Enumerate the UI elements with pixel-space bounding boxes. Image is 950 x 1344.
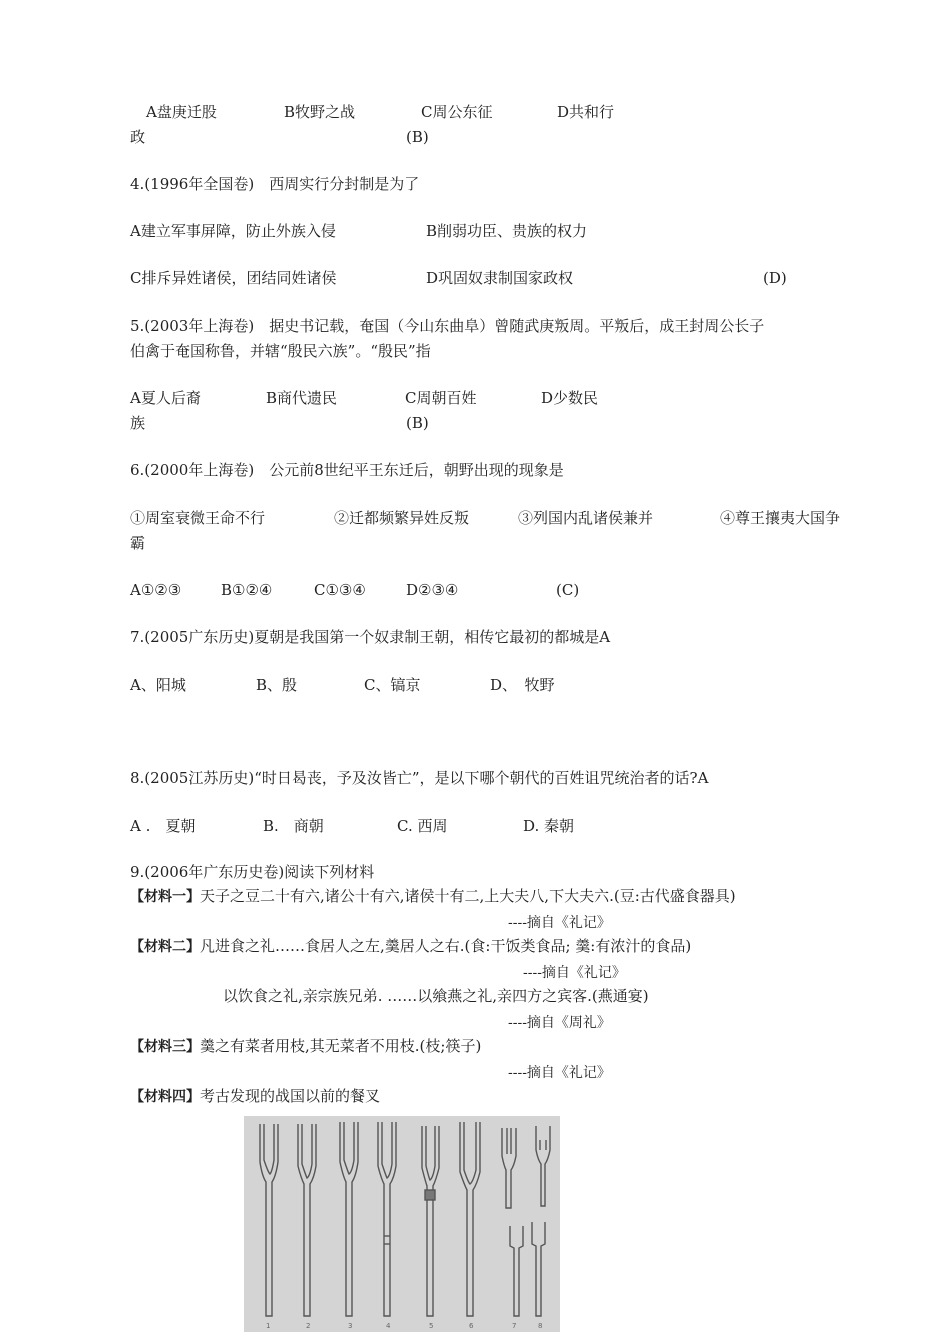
material-1-text: 天子之豆二十有六,诸公十有六,诸侯十有二,上大夫八,下大夫六.(豆:古代盛食器具) bbox=[200, 887, 736, 905]
q7-option-c: C、镐京 bbox=[364, 676, 421, 694]
q5-option-d: D少数民 bbox=[541, 389, 599, 407]
q5-answer: (B) bbox=[406, 414, 429, 432]
q3-option-d: D共和行 bbox=[557, 103, 615, 121]
material-1 bbox=[130, 886, 736, 907]
svg-text:4: 4 bbox=[386, 1322, 391, 1330]
svg-text:1: 1 bbox=[266, 1322, 271, 1330]
q7-option-b: B、殷 bbox=[256, 676, 298, 694]
q7-option-a: A、阳城 bbox=[130, 676, 186, 694]
material-3-source: ----摘自《礼记》 bbox=[508, 1065, 611, 1081]
svg-text:3: 3 bbox=[348, 1322, 353, 1330]
q8-option-d: D. 秦朝 bbox=[523, 817, 575, 835]
material-2-source-2: ----摘自《周礼》 bbox=[508, 1015, 611, 1031]
q5-stem-line2: 伯禽于奄国称鲁，并辖“殷民六族”。“殷民”指 bbox=[130, 342, 431, 360]
q7-option-d: D、 牧野 bbox=[490, 676, 555, 694]
material-2-source: ----摘自《礼记》 bbox=[523, 965, 626, 981]
material-3-label: 【材料三】 bbox=[130, 1039, 200, 1055]
q8-stem: 8.(2005江苏历史)“时日曷丧，予及汝皆亡”，是以下哪个朝代的百姓诅咒统治者的话?A bbox=[130, 769, 709, 787]
q3-option-d-cont: 政 bbox=[130, 128, 146, 146]
q5-option-d-cont: 族 bbox=[130, 414, 146, 432]
q4-option-d: D巩固奴隶制国家政权 bbox=[426, 269, 574, 287]
q8-option-a: A . 夏朝 bbox=[130, 817, 196, 835]
q6-item-4: ④尊王攘夷大国争 bbox=[720, 509, 841, 527]
material-4 bbox=[130, 1086, 380, 1107]
q3-option-c: C周公东征 bbox=[421, 103, 493, 121]
q3-option-a: A盘庚迁股 bbox=[146, 103, 217, 121]
q8-option-b: B. 商朝 bbox=[263, 817, 324, 835]
q7-stem: 7.(2005广东历史)夏朝是我国第一个奴隶制王朝，相传它最初的都城是A bbox=[130, 628, 611, 646]
q5-option-a: A夏人后裔 bbox=[130, 389, 201, 407]
svg-text:5: 5 bbox=[429, 1322, 434, 1330]
q4-stem: 4.(1996年全国卷) 西周实行分封制是为了 bbox=[130, 175, 420, 193]
material-3-text: 羹之有菜者用枝,其无菜者不用枝.(枝;筷子) bbox=[200, 1037, 482, 1055]
q4-option-b: B削弱功臣、贵族的权力 bbox=[426, 222, 588, 240]
svg-text:6: 6 bbox=[469, 1322, 474, 1330]
q6-item-4-cont: 霸 bbox=[130, 534, 146, 552]
q6-item-1: ①周室衰微王命不行 bbox=[130, 509, 266, 527]
q4-option-a: A建立军事屏障，防止外族入侵 bbox=[130, 222, 336, 240]
q6-answer: (C) bbox=[556, 581, 580, 599]
q4-answer: (D) bbox=[763, 269, 787, 287]
material-4-label: 【材料四】 bbox=[130, 1089, 200, 1105]
material-3 bbox=[130, 1036, 481, 1057]
q6-item-3: ③列国内乱诸侯兼并 bbox=[518, 509, 654, 527]
material-4-text: 考古发现的战国以前的餐叉 bbox=[200, 1087, 381, 1105]
material-2-label: 【材料二】 bbox=[130, 939, 200, 955]
q8-option-c: C. 西周 bbox=[397, 817, 448, 835]
material-2-text: 凡进食之礼……食居人之左,羹居人之右.(食:干饭类食品; 羹:有浓汁的食品) bbox=[200, 937, 692, 955]
material-2-text-2: 以饮食之礼,亲宗族兄弟. ……以飨燕之礼,亲四方之宾客.(燕通宴) bbox=[223, 987, 649, 1005]
svg-text:8: 8 bbox=[538, 1322, 543, 1330]
q6-option-b: B①②④ bbox=[221, 581, 273, 599]
material-1-source: ----摘自《礼记》 bbox=[508, 915, 611, 931]
q6-item-2: ②迁都频繁异姓反叛 bbox=[334, 509, 470, 527]
q9-stem: 9.(2006年广东历史卷)阅读下列材料 bbox=[130, 863, 375, 881]
material-2 bbox=[130, 936, 691, 957]
material-1-label: 【材料一】 bbox=[130, 889, 200, 905]
q3-option-b: B牧野之战 bbox=[284, 103, 356, 121]
ancient-forks-image bbox=[244, 1116, 560, 1332]
q5-option-b: B商代遗民 bbox=[266, 389, 338, 407]
svg-text:7: 7 bbox=[512, 1322, 517, 1330]
svg-text:2: 2 bbox=[306, 1322, 311, 1330]
q6-option-d: D②③④ bbox=[406, 581, 459, 599]
q6-option-c: C①③④ bbox=[314, 581, 366, 599]
q5-stem-line1: 5.(2003年上海卷) 据史书记载，奄国（今山东曲阜）曾随武庚叛周。平叛后，成王封周公长子 bbox=[130, 317, 765, 335]
q5-option-c: C周朝百姓 bbox=[405, 389, 477, 407]
q6-stem: 6.(2000年上海卷) 公元前8世纪平王东迁后，朝野出现的现象是 bbox=[130, 461, 564, 479]
q6-option-a: A①②③ bbox=[130, 581, 182, 599]
q3-answer: (B) bbox=[406, 128, 429, 146]
q4-option-c: C排斥异姓诸侯，团结同姓诸侯 bbox=[130, 269, 337, 287]
